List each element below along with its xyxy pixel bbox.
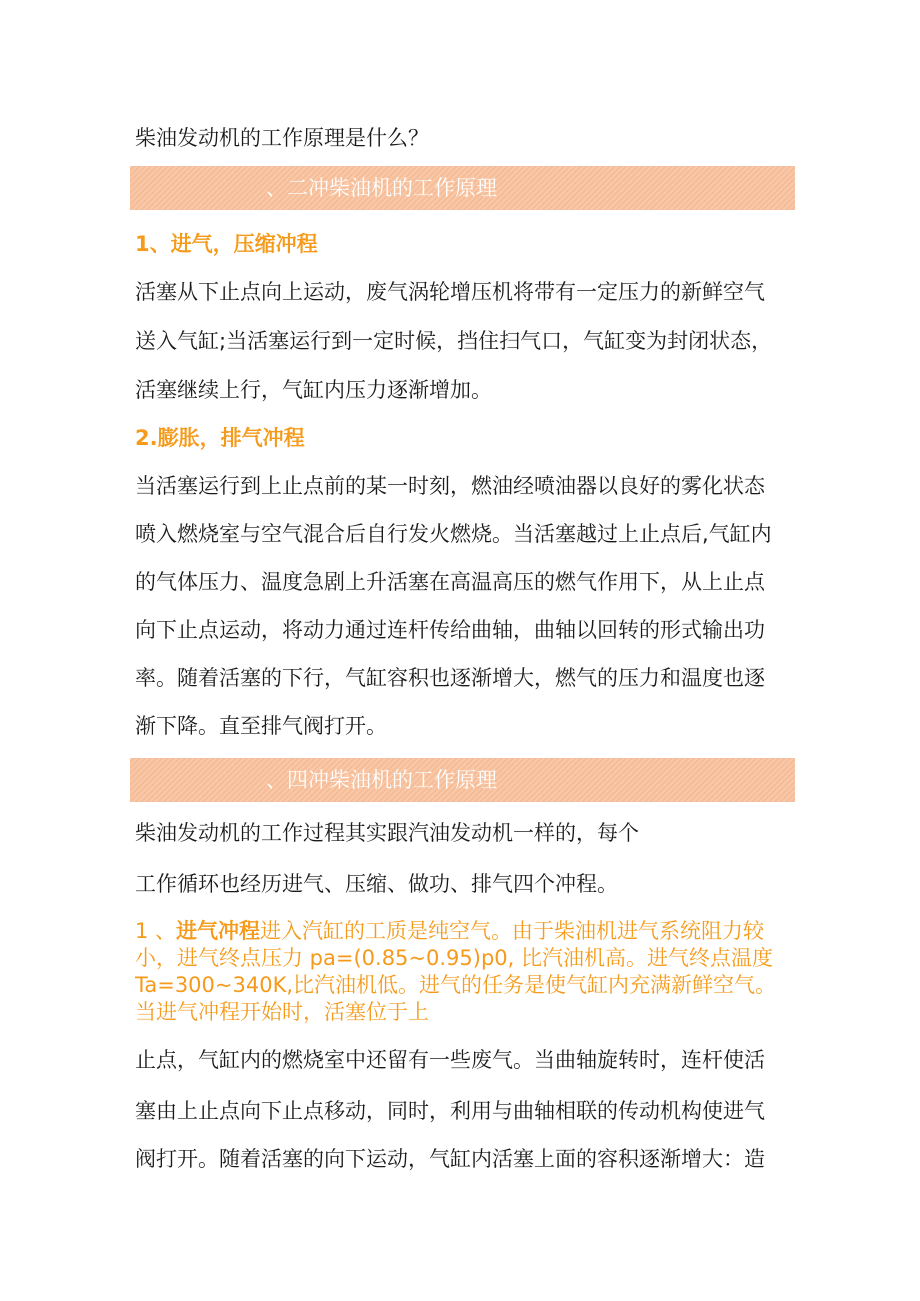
paragraph-line: 的气体压力、温度急剧上升活塞在高温高压的燃气作用下，从上止点 bbox=[135, 570, 765, 594]
paragraph-line: 送入气缸;当活塞运行到一定时候，挡住扫气口，气缸变为封闭状态， bbox=[135, 329, 773, 353]
section-heading-four-stroke: 、四冲柴油机的工作原理 bbox=[266, 768, 497, 792]
paragraph-line: 率。随着活塞的下行，气缸容积也逐渐增大，燃气的压力和温度也逐 bbox=[135, 666, 765, 690]
paragraph-line: 活塞继续上行，气缸内压力逐渐增加。 bbox=[135, 378, 492, 402]
item-number: 1 、 bbox=[135, 919, 177, 943]
paragraph-line: 工作循环也经历进气、压缩、做功、排气四个冲程。 bbox=[135, 872, 618, 896]
orange-paragraph-line: 当进气冲程开始时，活塞位于上 bbox=[135, 1000, 429, 1024]
section-heading-two-stroke: 、二冲柴油机的工作原理 bbox=[266, 176, 497, 200]
paragraph-line: 塞由上止点向下止点移动，同时，利用与曲轴相联的传动机构使进气 bbox=[135, 1099, 765, 1123]
paragraph-line: 止点，气缸内的燃烧室中还留有一些废气。当曲轴旋转时，连杆使活 bbox=[135, 1048, 765, 1072]
paragraph-line: 渐下降。直至排气阀打开。 bbox=[135, 714, 387, 738]
paragraph-line: 柴油发动机的工作过程其实跟汽油发动机一样的，每个 bbox=[135, 821, 639, 845]
paragraph-line: 活塞从下止点向上运动，废气涡轮增压机将带有一定压力的新鲜空气 bbox=[135, 280, 765, 304]
paragraph-line: 喷入燃烧室与空气混合后自行发火燃烧。当活塞越过上止点后,气缸内 bbox=[135, 522, 772, 546]
item-text: 进入汽缸的工质是纯空气。由于柴油机进气系统阻力较 bbox=[260, 919, 765, 943]
paragraph-line: 向下止点运动，将动力通过连杆传给曲轴，曲轴以回转的形式输出功 bbox=[135, 618, 765, 642]
section-band-two-stroke bbox=[130, 166, 795, 210]
orange-paragraph-line: Ta=300~340K,比汽油机低。进气的任务是使气缸内充满新鲜空气。 bbox=[135, 973, 777, 997]
intake-stroke-first-line bbox=[135, 918, 764, 944]
page-title: 柴油发动机的工作原理是什么？ bbox=[135, 126, 429, 150]
subheading-intake-compression: 1、进气，压缩冲程 bbox=[135, 232, 318, 256]
section-band-four-stroke bbox=[130, 758, 795, 802]
paragraph-line: 当活塞运行到上止点前的某一时刻，燃油经喷油器以良好的雾化状态 bbox=[135, 474, 765, 498]
paragraph-line: 阀打开。随着活塞的向下运动，气缸内活塞上面的容积逐渐增大：造 bbox=[135, 1147, 765, 1171]
subheading-expansion-exhaust: 2.膨胀，排气冲程 bbox=[135, 426, 305, 450]
item-label-intake-stroke: 进气冲程 bbox=[176, 919, 261, 943]
orange-paragraph-line: 小，进气终点压力 pa=(0.85~0.95)p0, 比汽油机高。进气终点温度 bbox=[135, 946, 774, 970]
